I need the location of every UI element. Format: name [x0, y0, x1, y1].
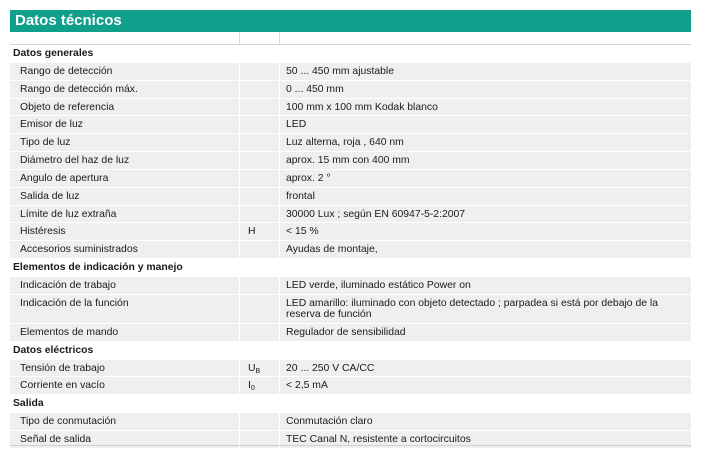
symbol-subscript: B: [255, 367, 261, 375]
row-symbol: [239, 116, 279, 133]
section-title: Datos generales: [13, 48, 94, 59]
symbol-text: I: [248, 380, 251, 392]
row-label: Rango de detección: [20, 65, 113, 77]
row-value: < 15 %: [279, 223, 691, 240]
row-value: 50 ... 450 mm ajustable: [279, 63, 691, 80]
row-value: 30000 Lux ; según EN 60947-5-2:2007: [279, 206, 691, 223]
row-symbol: [239, 188, 279, 205]
section-title: Elementos de indicación y manejo: [13, 262, 183, 274]
row-value: LED amarillo: iluminado con objeto detectado ; parpadea si está por debajo de la reserva de función: [279, 295, 691, 323]
row-label: Corriente en vacío: [20, 380, 105, 392]
table-row: [10, 206, 691, 224]
row-label: Límite de luz extraña: [20, 208, 117, 220]
row-value: Regulador de sensibilidad: [279, 324, 691, 341]
table-row: [10, 223, 691, 241]
row-symbol: [239, 206, 279, 223]
row-label: Objeto de referencia: [20, 101, 115, 113]
row-label: Emisor de luz: [20, 119, 83, 131]
table-row: [10, 134, 691, 152]
row-label: Accesorios suministrados: [20, 244, 138, 256]
table-row: [10, 81, 691, 99]
section-header: [10, 342, 691, 360]
table-bottom-border: [10, 445, 691, 446]
row-value: < 2,5 mA: [279, 377, 691, 394]
section-title: Salida: [13, 398, 44, 410]
table-row: [10, 324, 691, 342]
row-symbol: [239, 277, 279, 294]
symbol-text: H: [248, 226, 256, 238]
row-label: Indicación de la función: [20, 297, 129, 309]
row-label: Angulo de apertura: [20, 172, 109, 184]
row-value: frontal: [279, 188, 691, 205]
table-row: [10, 170, 691, 188]
row-label: Histéresis: [20, 226, 66, 238]
row-symbol: [239, 377, 279, 394]
row-symbol: [239, 170, 279, 187]
row-symbol: [239, 152, 279, 169]
row-symbol: [239, 99, 279, 116]
row-value: Ayudas de montaje,: [279, 241, 691, 258]
spec-table: [10, 45, 691, 449]
row-label: Tipo de luz: [20, 137, 71, 149]
table-row: [10, 360, 691, 378]
table-row: [10, 295, 691, 324]
row-value: 0 ... 450 mm: [279, 81, 691, 98]
table-row: [10, 377, 691, 395]
row-value: Luz alterna, roja , 640 nm: [279, 134, 691, 151]
row-label: Tensión de trabajo: [20, 362, 105, 374]
row-symbol: [239, 360, 279, 377]
row-value: LED: [279, 116, 691, 133]
row-symbol: [239, 413, 279, 430]
symbol-text: U: [248, 362, 256, 374]
row-value: TEC Canal N, resistente a cortocircuitos: [279, 431, 691, 448]
row-symbol: [239, 324, 279, 341]
table-row: [10, 413, 691, 431]
table-row: [10, 63, 691, 81]
strip-divider: [239, 32, 240, 44]
table-row: [10, 116, 691, 134]
section-header: [10, 45, 691, 63]
row-value: LED verde, iluminado estático Power on: [279, 277, 691, 294]
row-symbol: [239, 63, 279, 80]
section-header: [10, 395, 691, 413]
section-title: Datos eléctricos: [13, 344, 94, 356]
row-value: aprox. 15 mm con 400 mm: [279, 152, 691, 169]
row-symbol: [239, 295, 279, 323]
row-value: aprox. 2 °: [279, 170, 691, 187]
page-title: Datos técnicos: [10, 10, 691, 32]
table-row: [10, 99, 691, 117]
row-value: 20 ... 250 V CA/CC: [279, 360, 691, 377]
row-label: Señal de salida: [20, 433, 92, 445]
row-label: Elementos de mando: [20, 326, 119, 338]
row-label: Diámetro del haz de luz: [20, 155, 130, 167]
table-row: [10, 277, 691, 295]
row-value: Conmutación claro: [279, 413, 691, 430]
table-row: [10, 152, 691, 170]
row-value: 100 mm x 100 mm Kodak blanco: [279, 99, 691, 116]
table-row: [10, 241, 691, 259]
header-strip: [10, 32, 691, 45]
symbol-subscript: 0: [250, 385, 255, 393]
row-label: Rango de detección máx.: [20, 83, 138, 95]
table-row: [10, 431, 691, 449]
section-header: [10, 259, 691, 277]
table-row: [10, 188, 691, 206]
row-label: Indicación de trabajo: [20, 279, 116, 291]
row-label: Tipo de conmutación: [20, 416, 117, 428]
strip-divider: [279, 32, 280, 44]
row-symbol: [239, 81, 279, 98]
row-symbol: [239, 241, 279, 258]
row-symbol: [239, 223, 279, 240]
row-symbol: [239, 134, 279, 151]
row-label: Salida de luz: [20, 190, 80, 202]
